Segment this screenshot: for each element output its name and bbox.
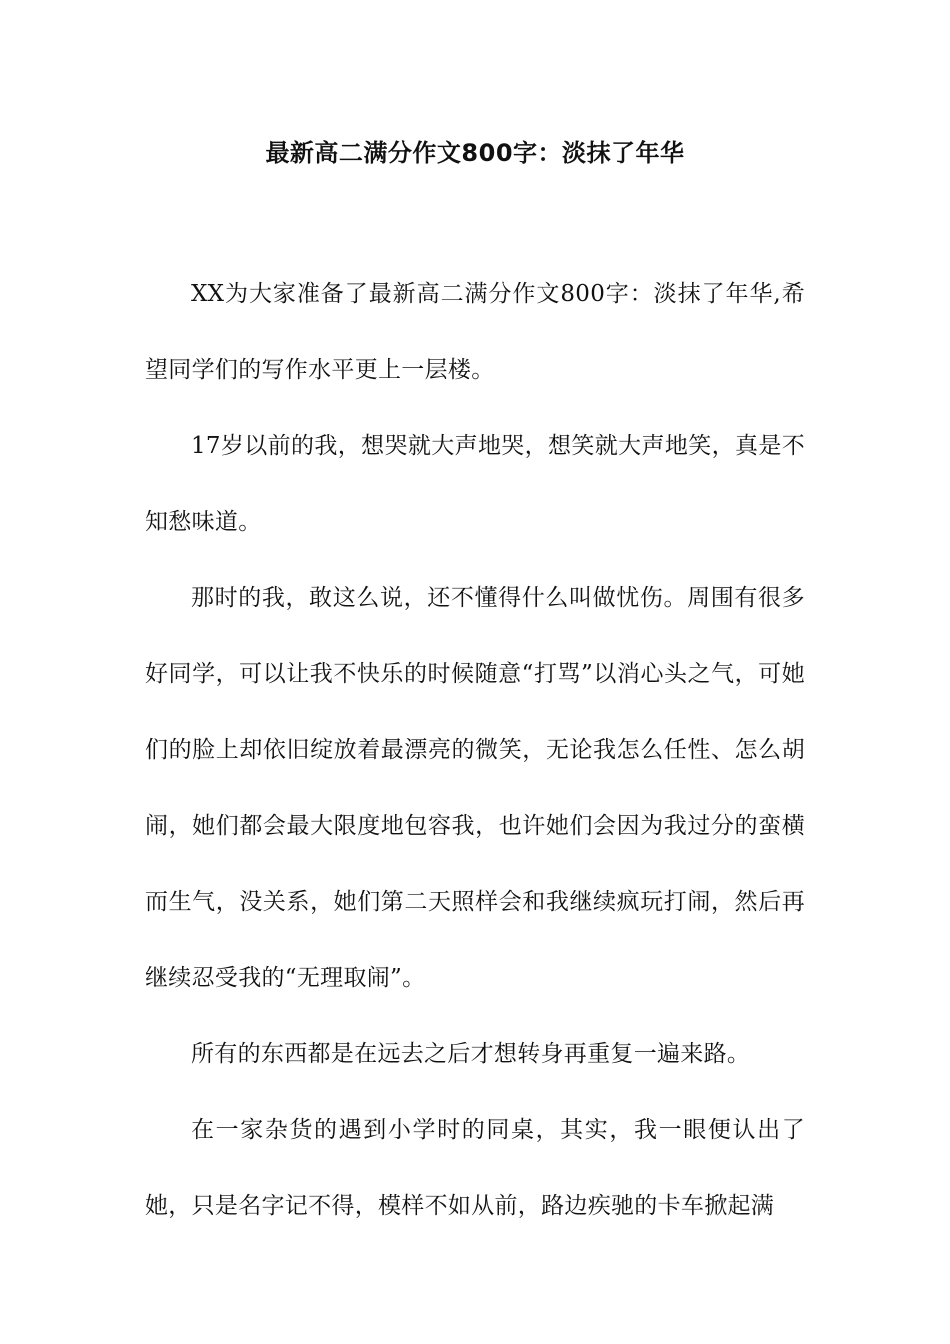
- document-body: [145, 256, 805, 1244]
- paragraph-friends: 那时的我，敢这么说，还不懂得什么叫做忧伤。周围有很多好同学，可以让我不快乐的时候随意“打骂”以消心头之气，可她们的脸上却依旧绽放着最漂亮的微笑，无论我怎么任性、怎么胡闹，她们都会最大限度地包容我，也许她们会因为我过分的蛮横而生气，没关系，她们第二天照样会和我继续疯玩打闹，然后再继续忍受我的“无理取闹”。: [145, 585, 805, 991]
- paragraph-desk-mate: 在一家杂货的遇到小学时的同桌，其实，我一眼便认出了她，只是名字记不得，模样不如从前，路边疾驰的卡车掀起满: [145, 1117, 805, 1219]
- paragraph-intro: XX为大家准备了最新高二满分作文800字：淡抹了年华,希望同学们的写作水平更上一层楼。: [145, 281, 805, 383]
- document-title: 最新高二满分作文800字：淡抹了年华: [265, 139, 685, 167]
- paragraph-age-17: 17岁以前的我，想哭就大声地哭，想笑就大声地笑，真是不知愁味道。: [145, 433, 805, 535]
- paragraph-looking-back: 所有的东西都是在远去之后才想转身再重复一遍来路。: [191, 1041, 751, 1067]
